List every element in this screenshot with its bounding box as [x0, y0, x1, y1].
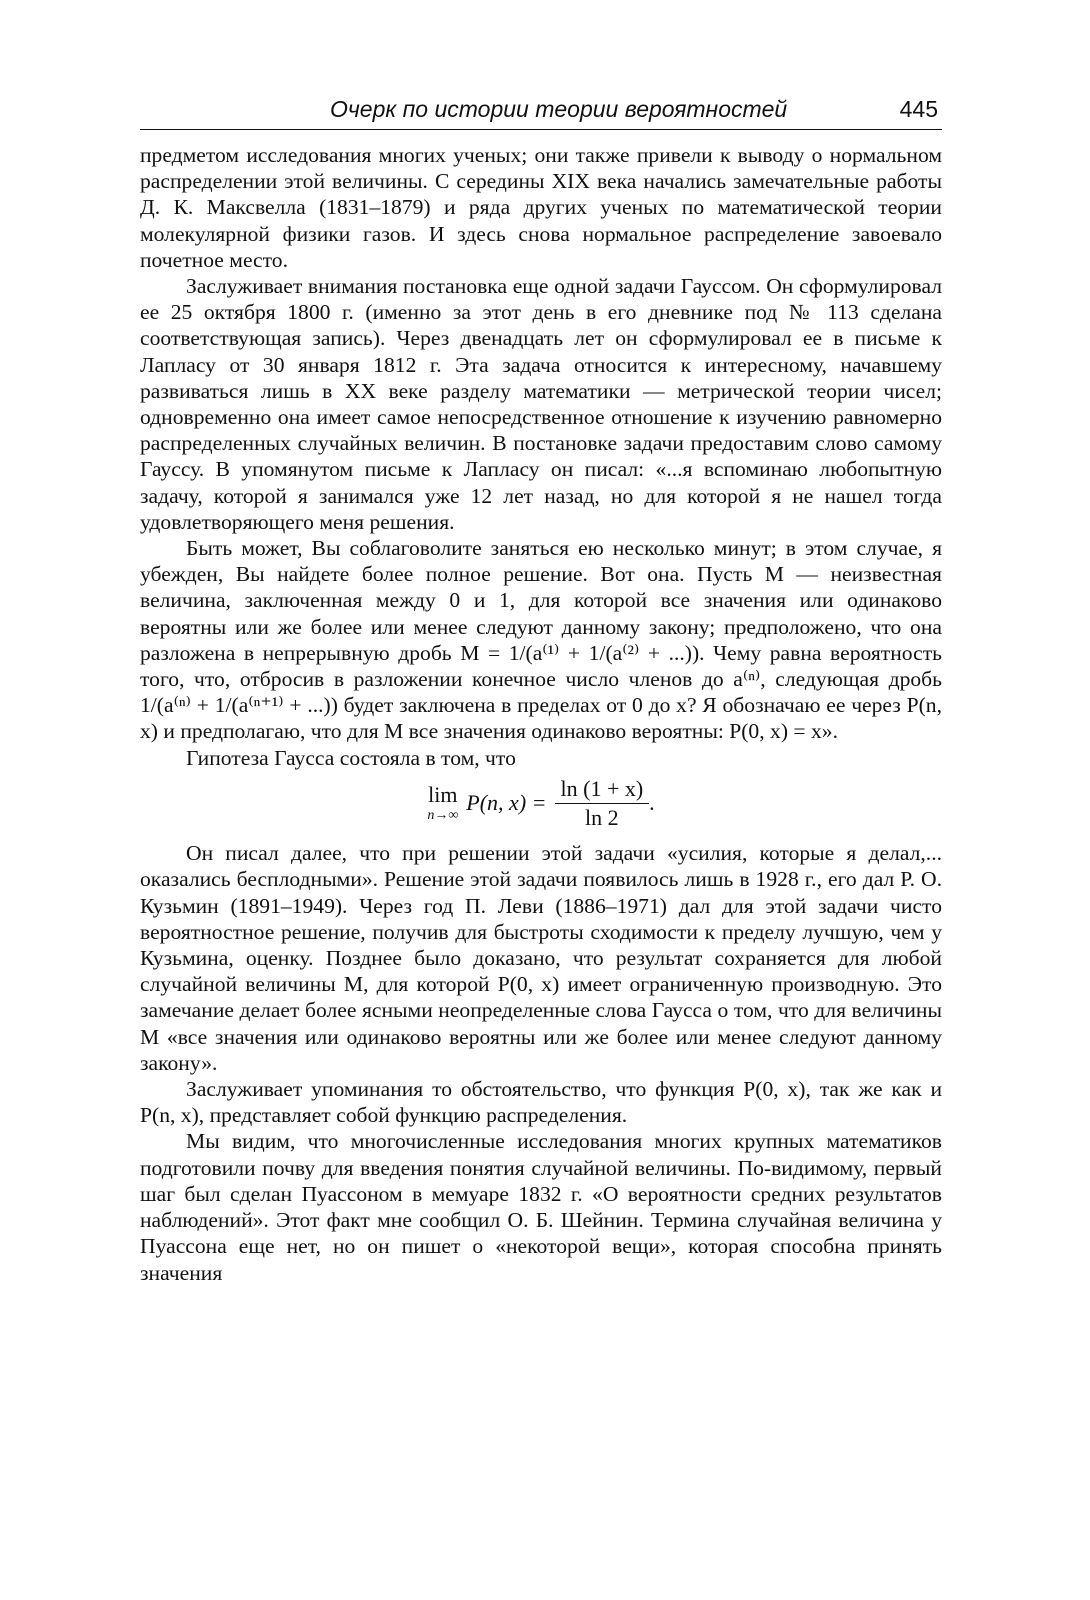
lim-word: lim	[428, 782, 458, 808]
page-number: 445	[899, 96, 938, 122]
paragraph-7: Мы видим, что многочисленные исследования многих крупных математиков подготовили почву для введения понятия случайной величины. По-видимому, первый шаг был сделан Пуассоном в мемуаре 1832 г. «О вероятности средних результатов наблюдений». Этот факт мне сообщил О. Б. Шейнин. Термина случайная величина у Пуассона еще нет, но он пишет о «некоторой вещи», которая способна принять значения	[140, 1129, 942, 1285]
formula-period: .	[649, 790, 655, 816]
lim-subscript: n→∞	[427, 808, 459, 824]
paragraph-6: Заслуживает упоминания то обстоятельство, что функция P(0, x), так же как и P(n, x), представляет собой функцию распределения.	[140, 1077, 942, 1128]
fraction-denominator: ln 2	[585, 805, 619, 831]
limit-operator	[427, 784, 458, 823]
fraction-numerator: ln (1 + x)	[555, 777, 650, 804]
running-title: Очерк по истории теории вероятностей	[330, 96, 788, 122]
running-head	[140, 96, 942, 130]
paragraph-3: Быть может, Вы соблаговолите заняться ею несколько минут; в этом случае, я убежден, Вы найдете более полное решение. Вот она. Пусть M — неизвестная величина, заключенная между 0 и 1, для которой все значения или одинаково вероятны или же более или менее следуют данному закону; предположено, что она разложена в непрерывную дробь M = 1/(a⁽¹⁾ + 1/(a⁽²⁾ + ...)). Чему равна вероятность того, что, отбросив в разложении конечное число членов до a⁽ⁿ⁾, следующая дробь 1/(a⁽ⁿ⁾ + 1/(a⁽ⁿ⁺¹⁾ + ...)) будет заключена в пределах от 0 до x? Я обозначаю ее через P(n, x) и предполагаю, что для M все значения одинаково вероятны: P(0, x) = x».	[140, 536, 942, 744]
formula-fraction	[555, 777, 650, 830]
paragraph-2: Заслуживает внимания постановка еще одной задачи Гауссом. Он сформулировал ее 25 октября 1800 г. (именно за этот день в его дневнике под № 113 сделана соответствующая запись). Через двенадцать лет он сформулировал ее в письме к Лапласу от 30 января 1812 г. Эта задача относится к интересному, начавшему развиваться лишь в XX веке разделу математики — метрической теории чисел; одновременно она имеет самое непосредственное отношение к изучению равномерно распределенных случайных величин. В постановке задачи предоставим слово самому Гауссу. В упомянутом письме к Лапласу он писал: «...я вспоминаю любопытную задачу, которой я занимался уже 12 лет назад, но для которой я не нашел тогда удовлетворяющего меня решения.	[140, 274, 942, 534]
gauss-hypothesis-formula	[140, 777, 942, 830]
paragraph-5: Он писал далее, что при решении этой задачи «усилия, которые я делал,... оказались бесплодными». Решение этой задачи появилось лишь в 1928 г., его дал Р. О. Кузьмин (1891–1949). Через год П. Леви (1886–1971) дал для этой задачи чисто вероятностное решение, получив для быстроты сходимости к пределу лучшую, чем у Кузьмина, оценку. Позднее было доказано, что результат сохраняется для любой случайной величины M, для которой P(0, x) имеет ограниченную производную. Это замечание делает более ясными неопределенные слова Гаусса о том, что для величины M «все значения или одинаково вероятны или же более или менее следуют данному закону».	[140, 841, 942, 1075]
book-page	[140, 96, 942, 1286]
body-text	[140, 142, 942, 1286]
formula-lhs: P(n, x) =	[466, 790, 547, 816]
paragraph-4: Гипотеза Гаусса состояла в том, что	[186, 745, 516, 770]
paragraph-1: предметом исследования многих ученых; они также привели к выводу о нормальном распределении этой величины. С середины XIX века начались замечательные работы Д. К. Максвелла (1831–1879) и ряда других ученых по математической теории молекулярной физики газов. И здесь снова нормальное распределение завоевало почетное место.	[140, 143, 942, 272]
